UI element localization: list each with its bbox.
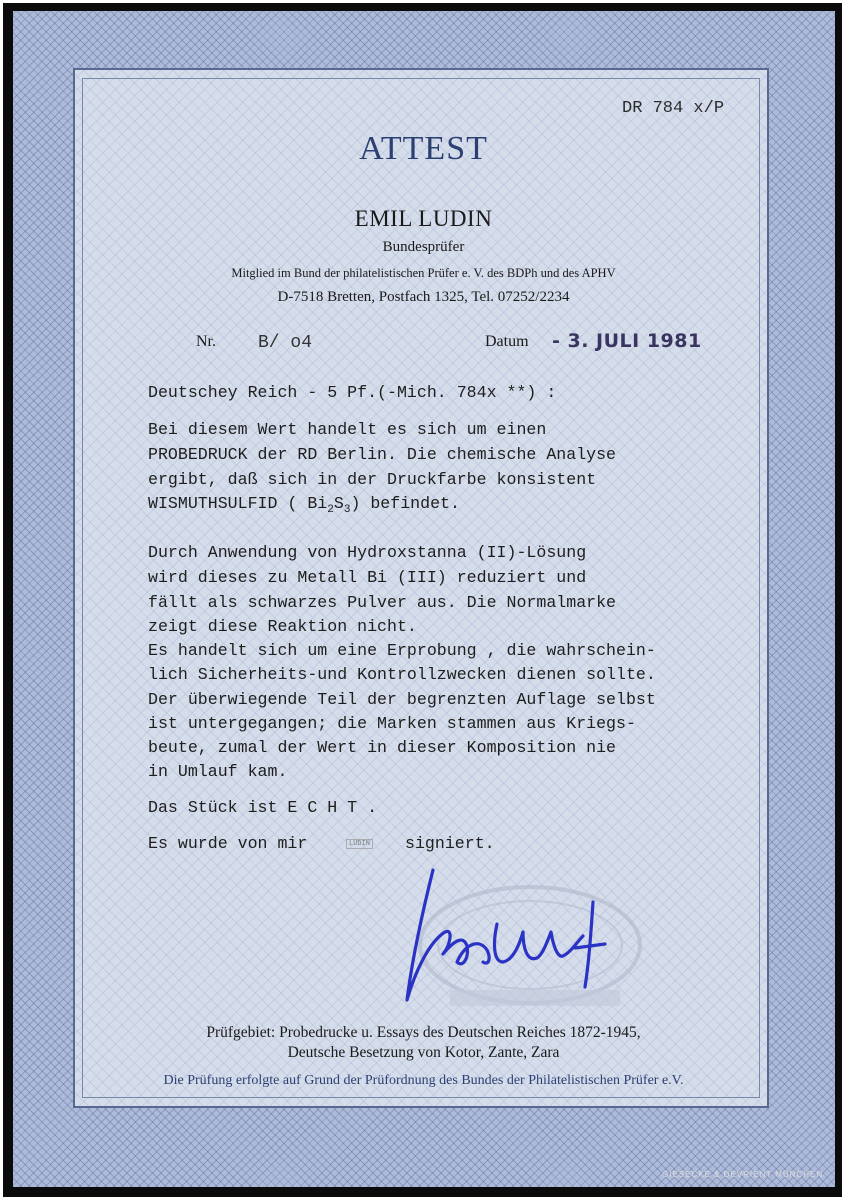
examiner-name: EMIL LUDIN [354, 206, 493, 231]
body-line: Bei diesem Wert handelt es sich um einen [148, 420, 547, 439]
examination-scope-2: Deutsche Besetzung von Kotor, Zante, Zara [287, 1044, 560, 1061]
printer-imprint: GIESECKE & DEVRIENT MÜNCHEN [662, 1170, 824, 1179]
body-line: Durch Anwendung von Hydroxstanna (II)-Lösung [148, 543, 587, 562]
body-line: lich Sicherheits-und Kontrollzwecken dienen sollte. [148, 665, 656, 684]
body-line: Der überwiegende Teil der begrenzten Auflage selbst [148, 690, 656, 709]
body-line: in Umlauf kam. [148, 762, 288, 781]
datum-stamp: - 3. JULI 1981 [552, 330, 702, 352]
handwritten-signature [393, 862, 608, 1007]
datum-label: Datum [485, 333, 529, 350]
body-line: wird dieses zu Metall Bi (III) reduziert und [148, 568, 587, 587]
nr-value: B/ o4 [258, 333, 313, 353]
authenticity-statement: Das Stück ist E C H T . [148, 798, 378, 817]
body-line: fällt als schwarzes Pulver aus. Die Normalmarke [148, 593, 617, 612]
address-line: D-7518 Bretten, Postfach 1325, Tel. 07252/2234 [277, 289, 570, 305]
reference-number: DR 784 x/P [622, 99, 725, 118]
formula-text-a: WISMUTHSULFID ( Bi [148, 494, 328, 513]
certificate-title: ATTEST [359, 130, 488, 167]
body-line: beute, zumal der Wert in dieser Komposition nie [148, 738, 617, 757]
stamp-description: Deutschey Reich - 5 Pf.(-Mich. 784x **) : [148, 383, 557, 402]
body-line: ist untergegangen; die Marken stammen aus Kriegs- [148, 714, 636, 733]
signed-statement-a: Es wurde von mir [148, 834, 308, 853]
ludin-mini-stamp: LUDIN [346, 839, 373, 849]
nr-label: Nr. [196, 333, 216, 350]
body-line-formula [148, 494, 460, 516]
examiner-role: Bundesprüfer [382, 239, 465, 255]
formula-text-b: S [333, 494, 344, 513]
formula-text-c: ) befindet. [350, 494, 460, 513]
formula-subscript-2: 3 [343, 504, 351, 516]
signed-statement-b: signiert. [405, 834, 495, 853]
body-line: zeigt diese Reaktion nicht. [148, 617, 417, 636]
formula-subscript-1: 2 [327, 504, 334, 516]
examination-scope: Prüfgebiet: Probedrucke u. Essays des Deutschen Reiches 1872-1945, [206, 1024, 641, 1041]
membership-line: Mitglied im Bund der philatelistischen Prüfer e. V. des BDPh und des APHV [231, 266, 616, 280]
body-line: PROBEDRUCK der RD Berlin. Die chemische Analyse [148, 445, 617, 464]
examination-rules: Die Prüfung erfolgte auf Grund der Prüfordnung des Bundes der Philatelistischen Prüfer e.V. [163, 1073, 684, 1088]
body-line: ergibt, daß sich in der Druckfarbe konsistent [148, 470, 597, 489]
body-line: Es handelt sich um eine Erprobung , die wahrschein- [148, 641, 656, 660]
